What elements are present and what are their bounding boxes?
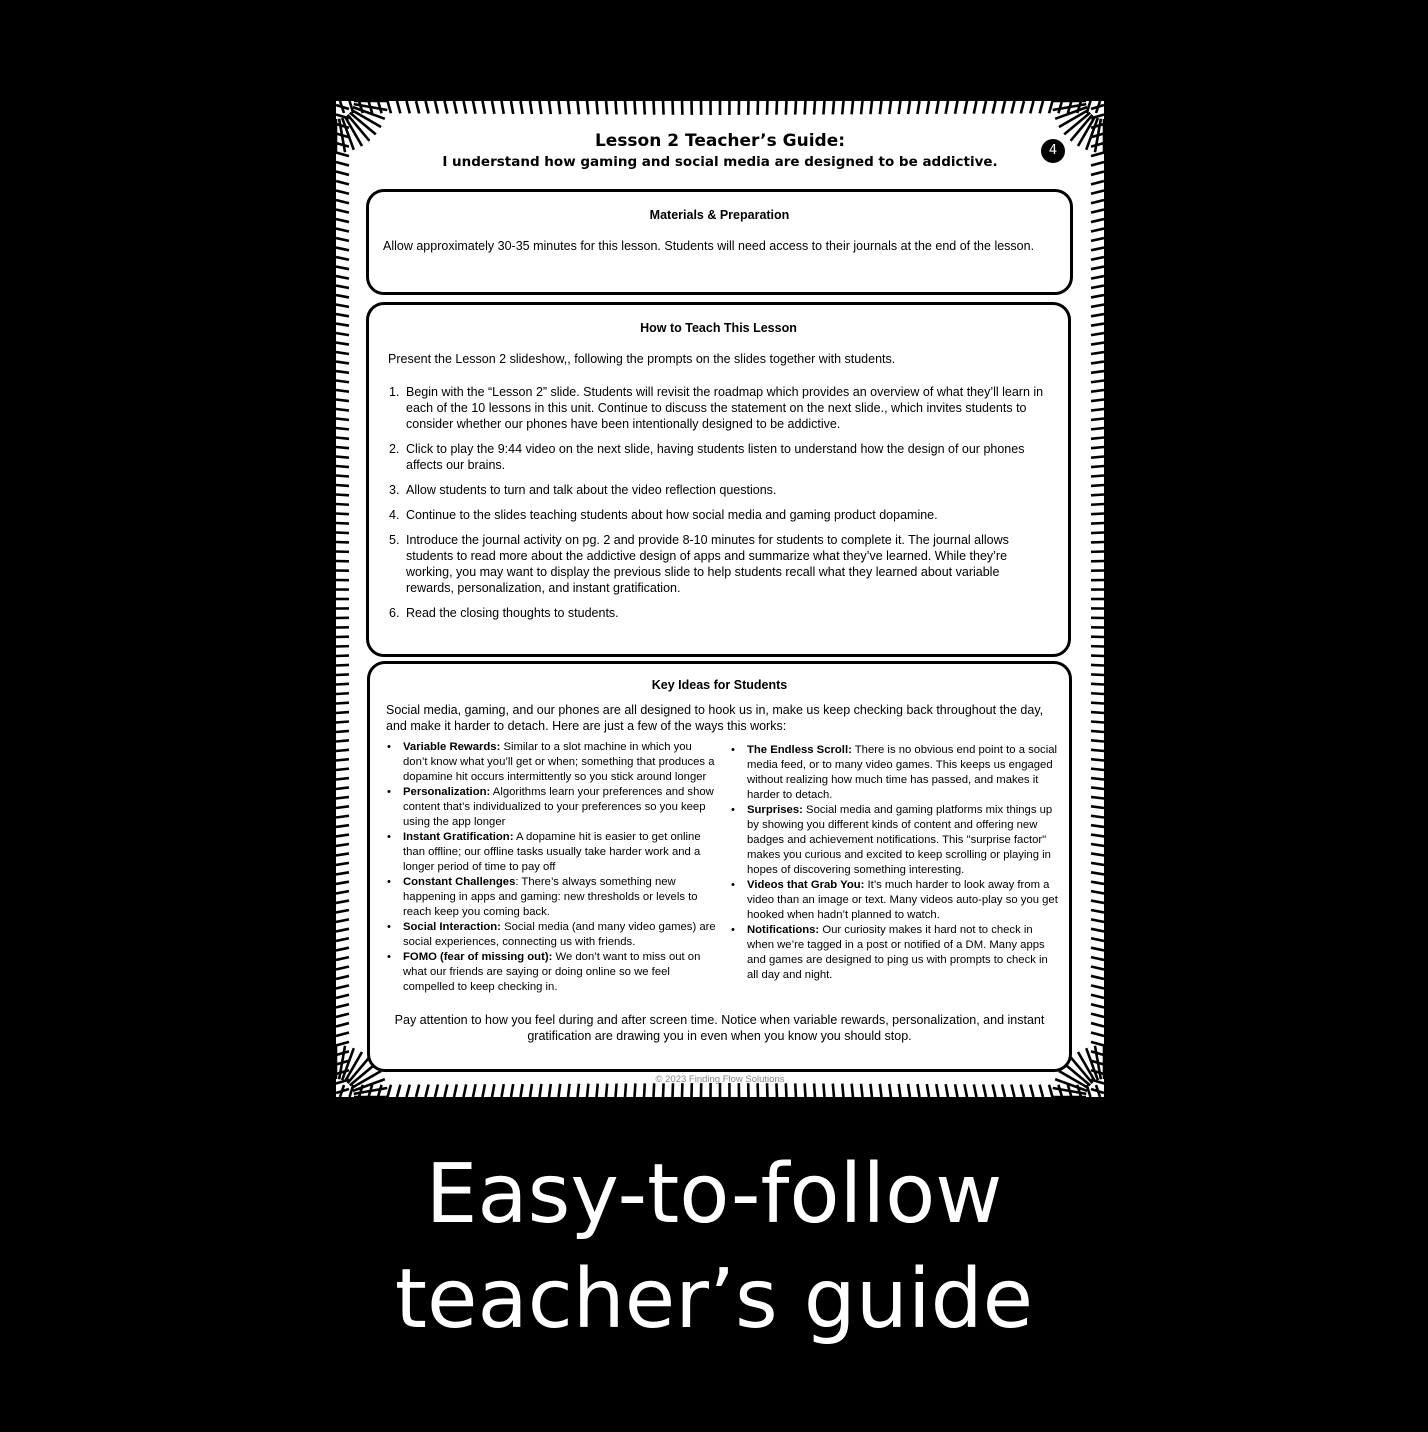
how-to-teach-intro: Present the Lesson 2 slideshow,, following the prompts on the slides together with students.: [388, 352, 896, 366]
materials-section: [366, 189, 1073, 295]
step-item: 3. Allow students to turn and talk about the video reflection questions.: [389, 483, 777, 497]
key-idea-item: • Notifications: Our curiosity makes it hard not to check in when we’re tagged in a post or notified of a DM. Many apps and games are designed to ping us with prompts to check in all day and night.: [731, 924, 1048, 981]
page-subtitle: I understand how gaming and social media are designed to be addictive.: [442, 154, 998, 170]
step-item: 2. Click to play the 9:44 video on the next slide, having students listen to understand how the design of our phones affects our brains.: [389, 442, 1025, 472]
key-idea-item: • Personalization: Algorithms learn your preferences and show content that’s individualized to your preferences so you keep using the app longer: [387, 786, 714, 828]
step-item: 1. Begin with the “Lesson 2” slide. Students will revisit the roadmap which provides an overview of what they’ll learn in each of the 10 lessons in this unit. Continue to discuss the statement on the next slide., which invites students to consider whether our phones have been intentionally designed to be addictive.: [389, 385, 1044, 431]
key-idea-item: • Videos that Grab You: It’s much harder to look away from a video than an image or text. Many videos auto-play so you get hooked when hadn’t planned to watch.: [731, 879, 1058, 921]
step-item: 4. Continue to the slides teaching students about how social media and gaming product dopamine.: [389, 508, 938, 522]
step-item: 6. Read the closing thoughts to students.: [389, 606, 619, 620]
key-ideas-right-list: [730, 743, 1060, 983]
how-to-teach-heading: How to Teach This Lesson: [640, 321, 797, 335]
materials-text: Allow approximately 30-35 minutes for this lesson. Students will need access to their journals at the end of the lesson.: [383, 239, 1035, 253]
key-ideas-left-list: [386, 740, 716, 995]
page-number-badge: 4: [1041, 139, 1065, 163]
copyright-footer: © 2023 Finding Flow Solutions: [655, 1074, 785, 1085]
how-to-teach-section: [366, 302, 1071, 657]
key-ideas-closing: Pay attention to how you feel during and after screen time. Notice when variable rewards, personalization, and instant gratification are drawing you in even when you know you should stop.: [394, 1013, 1045, 1043]
key-idea-item: • Surprises: Social media and gaming platforms mix things up by showing you different kinds of content and offering new badges and achievement notifications. This "surprise factor" makes you curious and excited to keep scrolling or playing in hopes of discovering something interesting.: [731, 804, 1053, 876]
step-item: 5. Introduce the journal activity on pg. 2 and provide 8-10 minutes for students to complete it. The journal allows students to read more about the addictive design of apps and summarize what they’ve learned. While they’re working, you may want to display the previous slide to help students recall what they learned about variable rewards, personalization, and instant gratification.: [389, 533, 1009, 595]
key-idea-item: • Social Interaction: Social media (and many video games) are social experiences, connecting us with friends.: [387, 921, 716, 948]
key-idea-item: • FOMO (fear of missing out): We don’t want to miss out on what our friends are saying or doing online so we feel compelled to keep checking in.: [387, 951, 701, 993]
page-title: Lesson 2 Teacher’s Guide:: [594, 131, 846, 151]
caption-line-1: Easy-to-follow: [425, 1147, 1003, 1242]
key-ideas-intro: Social media, gaming, and our phones are all designed to hook us in, make us keep checking back throughout the day, and make it harder to detach. Here are just a few of the ways this works:: [386, 703, 1044, 733]
key-ideas-heading: Key Ideas for Students: [651, 678, 788, 692]
key-ideas-section: [367, 661, 1072, 1072]
materials-heading: Materials & Preparation: [649, 208, 790, 222]
caption-line-2: teacher’s guide: [394, 1252, 1034, 1347]
key-idea-item: • Instant Gratification: A dopamine hit is easier to get online than offline; our offline tasks usually take harder work and a longer period of time to pay off: [387, 831, 701, 873]
key-idea-item: • The Endless Scroll: There is no obvious end point to a social media feed, or to many video games. This keeps us engaged without realizing how much time has passed, and makes it harder to detach.: [731, 744, 1057, 801]
key-idea-item: • Constant Challenges: There’s always something new happening in apps and gaming: new thresholds or levels to reach keep you coming back.: [387, 876, 698, 918]
key-idea-item: • Variable Rewards: Similar to a slot machine in which you don’t know what you’ll get or when; something that produces a dopamine hit occurs intermittently so you stick around longer: [387, 741, 715, 783]
worksheet-page: [336, 101, 1104, 1097]
steps-list: [387, 384, 1044, 621]
